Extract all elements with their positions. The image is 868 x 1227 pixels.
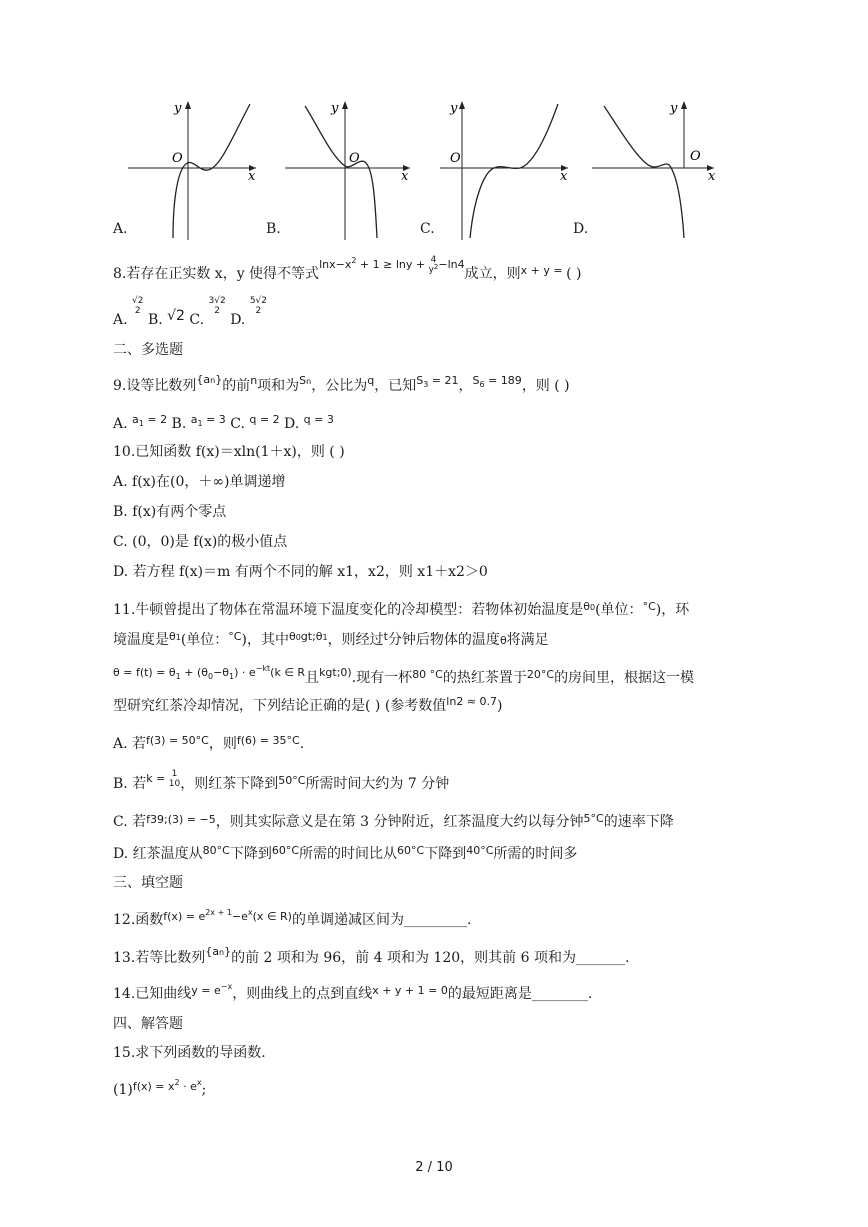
page-number: 2 / 10 bbox=[415, 1160, 453, 1175]
q9-options: A. $^{a_1 = 2}$ B. $^{a_1 = 3}$ C. $^{q = 2}$ D. $^{q = 3}$ bbox=[113, 413, 334, 432]
q10-option-c: C. (0，0)是 f(x)的极小值点 bbox=[113, 534, 288, 550]
y-axis-label: y bbox=[331, 101, 339, 116]
origin-label: O bbox=[172, 151, 183, 166]
origin-label: O bbox=[450, 151, 461, 166]
q13: 13.若等比数列$^{\{an\}}$的前 2 项和为 96，前 4 项和为 120，则其前 6 项和为_______. bbox=[113, 945, 630, 966]
y-axis-label: y bbox=[670, 101, 678, 116]
q11-line-3: $^{\theta = f(t) = \theta_1 + (\theta_0-\theta_1) \cdot e^{-kt}(k \in R}$且$^{kgt;0)}$.现有一杯$^{80 ^\circ C}$的热红茶置于$^{20^\circ C}$的房间里，根据这一模 bbox=[113, 664, 695, 686]
q10-option-d: D. 若方程 f(x)＝m 有两个不同的解 x1，x2，则 x1＋x2＞0 bbox=[113, 564, 488, 580]
q7-option-a: A. bbox=[113, 221, 128, 237]
q11-option-c: C. 若$^{f39;(3) = -5}$，则其实际意义是在第 3 分钟附近，红茶温度大约以每分钟$^{5^\circ C}$的速率下降 bbox=[113, 812, 674, 830]
q7-option-c: C. bbox=[420, 221, 435, 237]
origin-label: O bbox=[349, 151, 360, 166]
q10-option-a: A. f(x)在(0，＋∞)单调递增 bbox=[113, 474, 286, 490]
q11-option-d: D. 红茶温度从$^{80^\circ C}$下降到$^{60^\circ C}$所需的时间比从$^{60^\circ C}$下降到$^{40^\circ C}$所需的时间多 bbox=[113, 844, 578, 862]
q9-stem: 9.设等比数列$^{\{an\}}$的前$^n$项和为$^{Sn}$，公比为$^q$，已知$^{S_3 = 21}$，$^{S_6 = 189}$，则 ( ) bbox=[113, 373, 570, 394]
q11-option-b: B. 若$^{k = 1 10}$，则红茶下降到$^{50^\circ C}$所需时间大约为 7 分钟 bbox=[113, 769, 450, 792]
q7-option-d: D. bbox=[573, 221, 589, 237]
y-axis-label: y bbox=[450, 101, 458, 116]
x-axis-label: x bbox=[560, 169, 568, 184]
q11-option-a: A. 若$^{f(3) = 50^\circ C}$，则$^{f(6) = 35^\circ C}$. bbox=[113, 734, 305, 752]
q15-stem: 15.求下列函数的导函数. bbox=[113, 1045, 266, 1061]
q11-line-1: 11.牛顿曾提出了物体在常温环境下温度变化的冷却模型：若物体初始温度是$^{\theta 0}$(单位：$^{^\circ C}$)，环 bbox=[113, 600, 690, 618]
x-axis-label: x bbox=[708, 169, 716, 184]
graph-option-c bbox=[440, 98, 580, 240]
section-heading-fill: 三、填空题 bbox=[113, 875, 183, 891]
x-axis-label: x bbox=[248, 169, 256, 184]
graph-option-d bbox=[592, 98, 732, 240]
q10-option-b: B. f(x)有两个零点 bbox=[113, 504, 227, 520]
q11-line-2: 境温度是$^{\theta 1}$(单位：$^{^\circ C}$)，其中$^{\theta 0gt;\theta 1}$，则经过$^t$分钟后物体的温度θ将满足 bbox=[113, 630, 549, 648]
y-axis-label: y bbox=[174, 101, 182, 116]
x-axis-label: x bbox=[401, 169, 409, 184]
origin-label: O bbox=[690, 149, 701, 164]
graph-option-a bbox=[128, 98, 268, 240]
q10-stem: 10.已知函数 f(x)＝xln(1＋x)，则 ( ) bbox=[113, 444, 345, 460]
q8-stem: 8.若存在正实数 x，y 使得不等式$^{lnx-x^2 + 1 \ge lny + 4 y^2-ln4}$成立，则$^{x + y =}$ ( ) bbox=[113, 255, 582, 282]
q8-options: A. √2 2 B. √2 C. 3√2 2 D. 5√2 2 bbox=[113, 296, 268, 328]
q7-option-b: B. bbox=[266, 221, 281, 237]
section-heading-multi: 二、多选题 bbox=[113, 342, 183, 358]
q15-part-1: $(1)^{f(x) = x^2 \cdot e^x}$; bbox=[113, 1078, 207, 1098]
section-heading-answer: 四、解答题 bbox=[113, 1016, 183, 1032]
q11-line-4: 型研究红茶冷却情况，下列结论正确的是( ) (参考数值$^{ln2 \approx 0.7}$) bbox=[113, 695, 503, 714]
q14: 14.已知曲线$^{y = e^{-x}}$，则曲线上的点到直线$^{x + y + 1 = 0}$的最短距离是________. bbox=[113, 982, 593, 1002]
q12: 12.函数$^{f(x) = e^{2x + 1}-e^x(x \in R)}$的单调递减区间为_________. bbox=[113, 908, 472, 928]
graph-option-b bbox=[285, 98, 425, 240]
